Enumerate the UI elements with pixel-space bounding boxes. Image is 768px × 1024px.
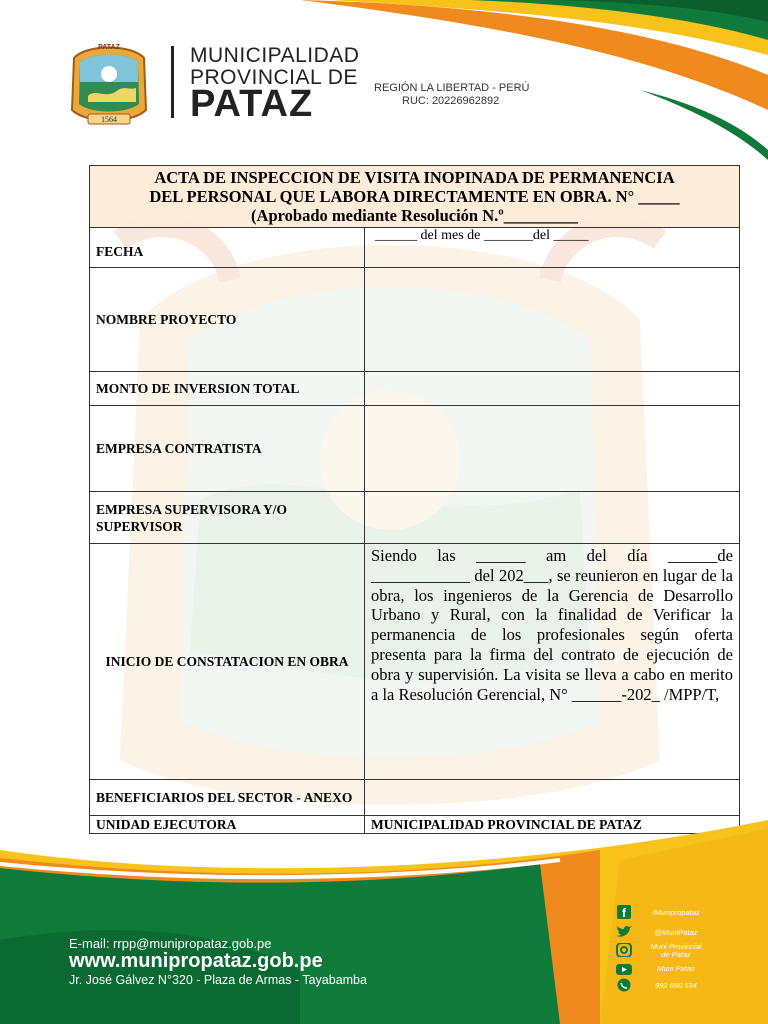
footer-email[interactable]: E-mail: rrpp@munipropataz.gob.pe bbox=[69, 936, 272, 951]
whatsapp-icon[interactable] bbox=[614, 978, 634, 992]
table-row bbox=[90, 372, 740, 406]
municipal-seal-logo bbox=[66, 40, 152, 128]
instagram-handle[interactable] bbox=[636, 943, 716, 959]
facebook-icon[interactable] bbox=[614, 905, 634, 919]
table-row bbox=[90, 780, 740, 816]
youtube-icon[interactable] bbox=[614, 962, 634, 976]
row-label-inicio-constatacion: INICIO DE CONSTATACION EN OBRA bbox=[90, 544, 365, 780]
instagram-icon[interactable] bbox=[614, 943, 634, 957]
row-label-fecha: FECHA bbox=[90, 228, 365, 268]
row-label-nombre-proyecto: NOMBRE PROYECTO bbox=[90, 268, 365, 372]
row-value-fecha[interactable]: ______ del mes de _______del _____ bbox=[365, 228, 740, 268]
table-row bbox=[90, 268, 740, 372]
form-title-cell bbox=[90, 166, 740, 228]
form-title-line3: (Aprobado mediante Resolución N.º_________ bbox=[251, 206, 578, 225]
footer-address: Jr. José Gálvez N°320 - Plaza de Armas - Tayabamba bbox=[69, 973, 367, 987]
row-label-monto-inversion: MONTO DE INVERSION TOTAL bbox=[90, 372, 365, 406]
region-label: REGIÓN LA LIBERTAD - PERÚ bbox=[374, 82, 530, 94]
logo-divider bbox=[171, 46, 174, 118]
table-row bbox=[90, 544, 740, 780]
table-row bbox=[90, 492, 740, 544]
instagram-handle-line2: de Pataz bbox=[661, 950, 691, 959]
twitter-icon[interactable] bbox=[614, 925, 634, 939]
youtube-handle[interactable]: Muni Pataz bbox=[657, 964, 695, 973]
row-value-beneficiarios[interactable] bbox=[365, 780, 740, 816]
seal-text: PATAZ bbox=[98, 44, 120, 51]
municipality-name-line3: PATAZ bbox=[190, 83, 314, 125]
form-title-line2: DEL PERSONAL QUE LABORA DIRECTAMENTE EN OBRA. N° _____ bbox=[149, 187, 680, 206]
twitter-handle[interactable]: @MuniPataz bbox=[654, 928, 698, 937]
row-value-monto-inversion[interactable] bbox=[365, 372, 740, 406]
row-label-beneficiarios: BENEFICIARIOS DEL SECTOR - ANEXO bbox=[90, 780, 365, 816]
row-value-nombre-proyecto[interactable] bbox=[365, 268, 740, 372]
table-row bbox=[90, 228, 740, 268]
municipality-name-line1: MUNICIPALIDAD bbox=[190, 44, 360, 67]
instagram-handle-line1: Muni Provincial bbox=[650, 942, 702, 951]
municipality-name-line2: PROVINCIAL DE bbox=[190, 66, 358, 89]
row-value-inicio-constatacion[interactable]: Siendo las ______ am del día ______de ____________ del 202___, se reunieron en lugar de la obra, los ingenieros de la Gerencia de Desarrollo Urbano y Rural, con la finalidad de Verificar la permanencia de los profesionales según oferta presenta para la firma del contrato de ejecución de obra y supervisión. La visita se lleva a cabo en merito a la Resolución Gerencial, N° ______-202_ /MPP/T, bbox=[365, 544, 740, 780]
footer-decorative-waves bbox=[0, 820, 768, 1024]
row-value-empresa-supervisora[interactable] bbox=[365, 492, 740, 544]
footer-website[interactable]: www.munipropataz.gob.pe bbox=[69, 950, 323, 972]
table-row bbox=[90, 406, 740, 492]
form-title-line1: ACTA DE INSPECCION DE VISITA INOPINADA DE PERMANENCIA bbox=[154, 168, 675, 187]
row-value-empresa-contratista[interactable] bbox=[365, 406, 740, 492]
row-value-unidad-ejecutora: MUNICIPALIDAD PROVINCIAL DE PATAZ bbox=[365, 816, 740, 834]
form-title-row bbox=[90, 166, 740, 228]
facebook-handle[interactable]: /Munipropataz bbox=[652, 908, 700, 917]
row-label-empresa-contratista: EMPRESA CONTRATISTA bbox=[90, 406, 365, 492]
seal-year: 1564 bbox=[101, 115, 117, 124]
ruc-label: RUC: 20226962892 bbox=[402, 95, 500, 107]
inspection-form-table bbox=[89, 165, 740, 834]
row-label-empresa-supervisora: EMPRESA SUPERVISORA Y/O SUPERVISOR bbox=[90, 492, 365, 544]
svg-text:f: f bbox=[622, 906, 626, 919]
row-label-unidad-ejecutora: UNIDAD EJECUTORA bbox=[90, 816, 365, 834]
whatsapp-number[interactable]: 992 690 534 bbox=[655, 981, 697, 990]
